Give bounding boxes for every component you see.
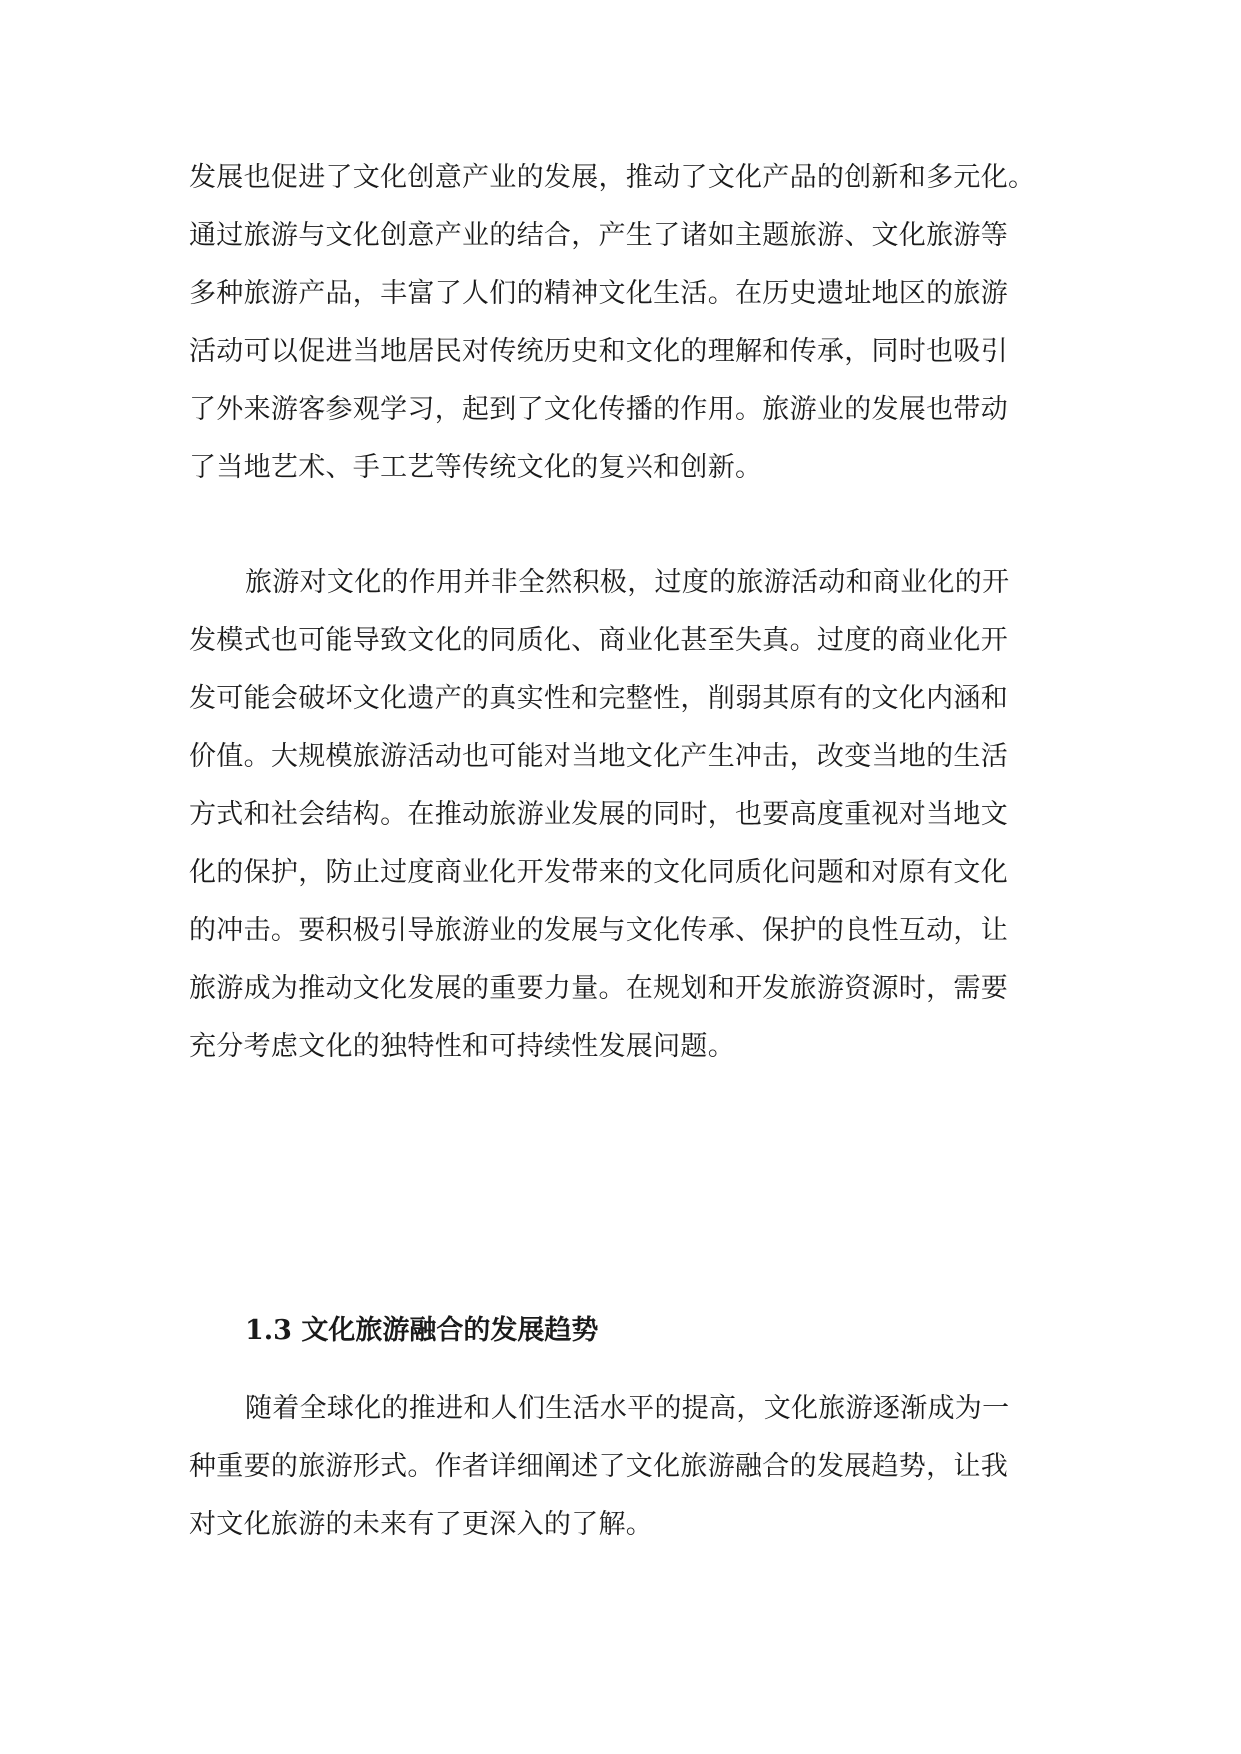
paragraph-line: 活动可以促进当地居民对传统历史和文化的理解和传承，同时也吸引 bbox=[189, 336, 1008, 367]
paragraph-1 bbox=[189, 149, 1069, 497]
paragraph-line: 多种旅游产品，丰富了人们的精神文化生活。在历史遗址地区的旅游 bbox=[189, 278, 1008, 309]
paragraph-line: 化的保护，防止过度商业化开发带来的文化同质化问题和对原有文化 bbox=[189, 857, 1008, 888]
paragraph-line: 充分考虑文化的独特性和可持续性发展问题。 bbox=[189, 1031, 735, 1062]
paragraph-2 bbox=[189, 554, 1069, 1076]
paragraph-line: 随着全球化的推进和人们生活水平的提高，文化旅游逐渐成为一 bbox=[245, 1393, 1010, 1424]
paragraph-line: 价值。大规模旅游活动也可能对当地文化产生冲击，改变当地的生活 bbox=[189, 741, 1008, 772]
paragraph-line: 对文化旅游的未来有了更深入的了解。 bbox=[189, 1509, 654, 1540]
section-heading: 1.3 文化旅游融合的发展趋势 bbox=[245, 1315, 599, 1346]
paragraph-line: 了外来游客参观学习，起到了文化传播的作用。旅游业的发展也带动 bbox=[189, 394, 1008, 425]
paragraph-line: 了当地艺术、手工艺等传统文化的复兴和创新。 bbox=[189, 452, 763, 483]
paragraph-line: 种重要的旅游形式。作者详细阐述了文化旅游融合的发展趋势，让我 bbox=[189, 1451, 1008, 1482]
paragraph-line: 发可能会破坏文化遗产的真实性和完整性，削弱其原有的文化内涵和 bbox=[189, 683, 1008, 714]
paragraph-line: 旅游对文化的作用并非全然积极，过度的旅游活动和商业化的开 bbox=[245, 567, 1010, 598]
paragraph-line: 方式和社会结构。在推动旅游业发展的同时，也要高度重视对当地文 bbox=[189, 799, 1008, 830]
paragraph-line: 发模式也可能导致文化的同质化、商业化甚至失真。过度的商业化开 bbox=[189, 625, 1008, 656]
paragraph-line: 发展也促进了文化创意产业的发展，推动了文化产品的创新和多元化。 bbox=[189, 162, 1036, 193]
paragraph-3 bbox=[189, 1380, 1069, 1554]
paragraph-line: 的冲击。要积极引导旅游业的发展与文化传承、保护的良性互动，让 bbox=[189, 915, 1008, 946]
paragraph-line: 旅游成为推动文化发展的重要力量。在规划和开发旅游资源时，需要 bbox=[189, 973, 1008, 1004]
paragraph-line: 通过旅游与文化创意产业的结合，产生了诸如主题旅游、文化旅游等 bbox=[189, 220, 1008, 251]
